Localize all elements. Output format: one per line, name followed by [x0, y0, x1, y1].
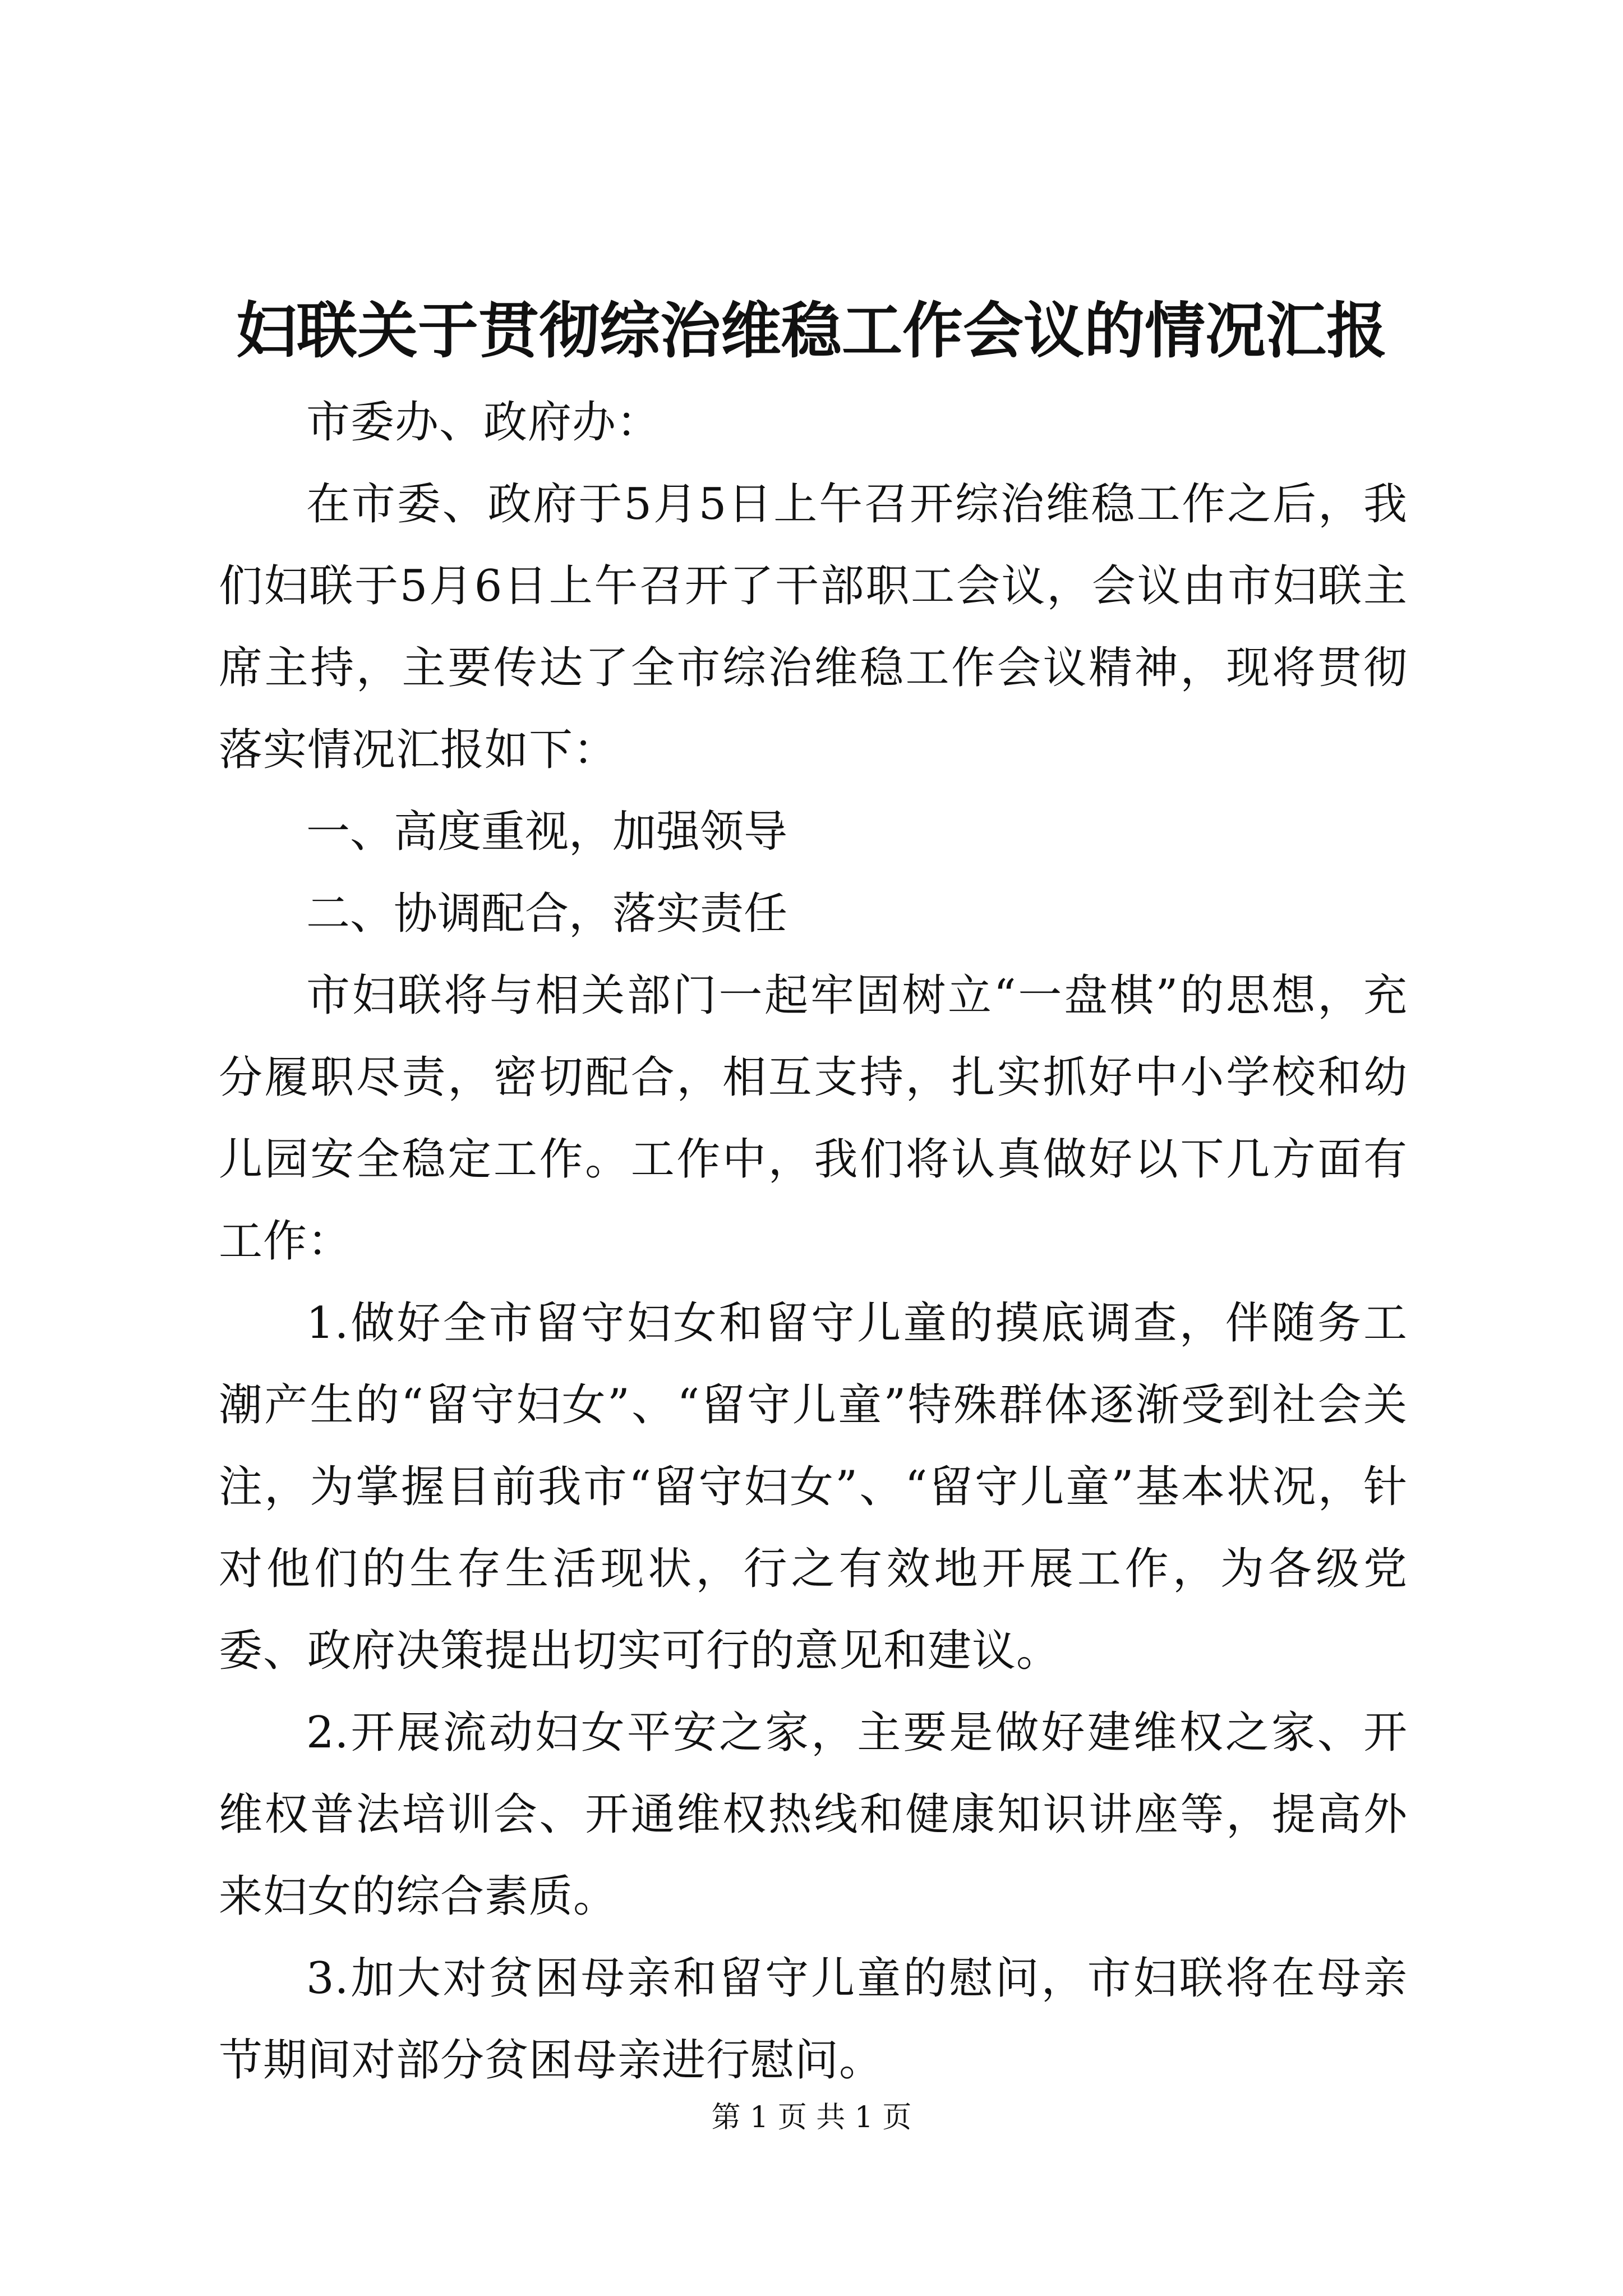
paragraph-item-3: 3.加大对贫困母亲和留守儿童的慰问，市妇联将在母亲节期间对部分贫困母亲进行慰问。 [219, 1953, 1408, 2086]
document-body [219, 381, 1408, 2101]
paragraph-intro: 在市委、政府于5月5日上午召开综治维稳工作之后，我们妇联于5月6日上午召开了干部职工会议，会议由市妇联主席主持，主要传达了全市综治维稳工作会议精神，现将贯彻落实情况汇报如下： [219, 479, 1408, 775]
paragraph-cooperation: 市妇联将与相关部门一起牢固树立“一盘棋”的思想，充分履职尽责，密切配合，相互支持，扎实抓好中小学校和幼儿园安全稳定工作。工作中，我们将认真做好以下几方面有工作： [219, 970, 1408, 1267]
paragraph-item-1: 1.做好全市留守妇女和留守儿童的摸底调查，伴随务工潮产生的“留守妇女”、“留守儿童”特殊群体逐渐受到社会关注，为掌握目前我市“留守妇女”、“留守儿童”基本状况，针对他们的生存生活现状，行之有效地开展工作，为各级党委、政府决策提出切实可行的意见和建议。 [219, 1298, 1408, 1676]
paragraph-item-2: 2.开展流动妇女平安之家，主要是做好建维权之家、开维权普法培训会、开通维权热线和健康知识讲座等，提高外来妇女的综合素质。 [219, 1708, 1408, 1922]
salutation: 市委办、政府办： [306, 397, 661, 448]
section-heading-1: 一、高度重视，加强领导 [306, 807, 788, 857]
page-number: 第 1 页 共 1 页 [711, 2101, 912, 2134]
document-title: 妇联关于贯彻综治维稳工作会议的情况汇报 [236, 296, 1387, 366]
section-heading-2: 二、协调配合，落实责任 [306, 889, 788, 939]
